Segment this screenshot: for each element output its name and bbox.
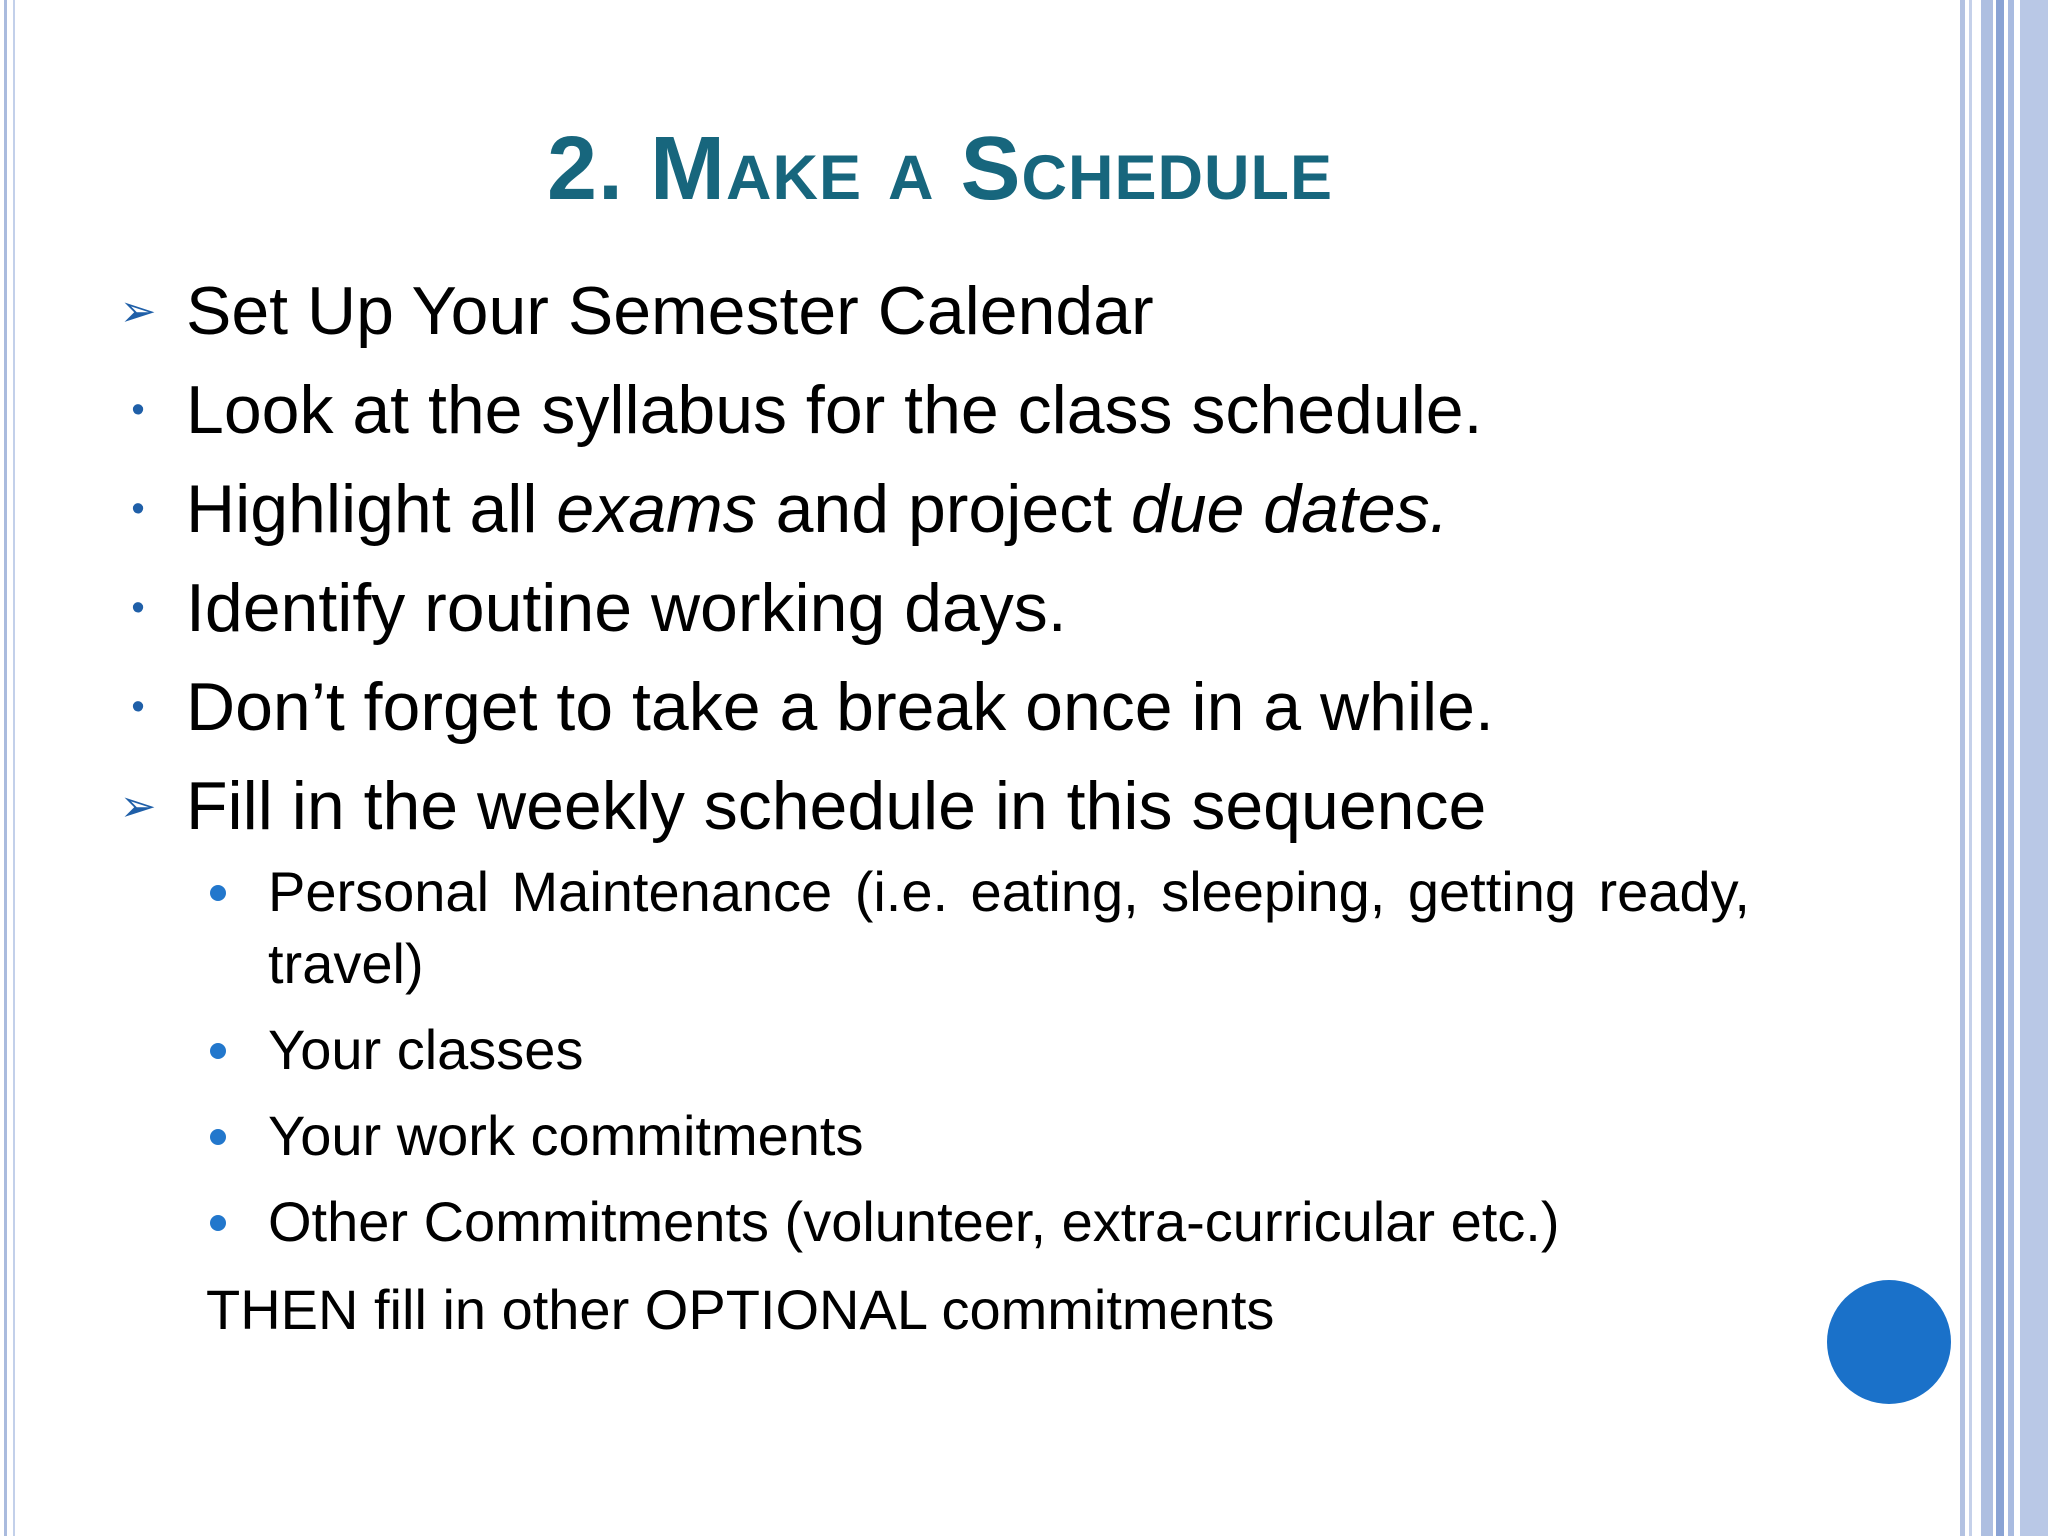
right-border-stripe (2008, 0, 2014, 1536)
sub-bullet-item (200, 1100, 1760, 1172)
dot-bullet-icon (210, 1215, 226, 1231)
bullet-text: Identify routine working days. (186, 570, 1067, 646)
sub-bullet-item (200, 1014, 1760, 1086)
sub-bullet-item (200, 1186, 1760, 1258)
sub-bullet-text: Personal Maintenance (i.e. eating, sleeping, getting ready, travel) (268, 860, 1750, 995)
bullet-text-part: and project (756, 471, 1131, 547)
dot-bullet-icon: • (131, 488, 145, 530)
circle-decoration (1827, 1280, 1951, 1404)
bullet-item (118, 361, 1838, 460)
right-border-stripe (2020, 0, 2048, 1536)
sub-bullet-list (200, 856, 1760, 1272)
right-border-stripe (1981, 0, 1993, 1536)
bullet-item (118, 460, 1838, 559)
bullet-text: Don’t forget to take a break once in a while. (186, 669, 1494, 745)
bullet-text: Look at the syllabus for the class schedule. (186, 372, 1483, 448)
dot-bullet-icon: • (131, 587, 145, 629)
right-border-stripe (1960, 0, 1965, 1536)
left-border-line-inner (13, 0, 15, 1536)
bullet-text: Set Up Your Semester Calendar (186, 273, 1154, 349)
bullet-list (118, 262, 1838, 856)
dot-bullet-icon: • (131, 686, 145, 728)
sub-bullet-text: Your classes (268, 1018, 584, 1081)
slide-title: 2. Make a Schedule (546, 119, 1334, 219)
bullet-item (118, 757, 1838, 856)
bullet-text: Fill in the weekly schedule in this sequence (186, 768, 1487, 844)
bullet-text-emphasis: exams (556, 471, 757, 547)
right-border-stripe (1996, 0, 2004, 1536)
sub-bullet-text: Other Commitments (volunteer, extra-curricular etc.) (268, 1190, 1560, 1253)
arrow-bullet-icon: ➢ (119, 782, 157, 831)
closing-note: THEN fill in other OPTIONAL commitments (206, 1278, 1275, 1341)
bullet-item (118, 658, 1838, 757)
dot-bullet-icon (210, 1043, 226, 1059)
right-border-stripe (1969, 0, 1972, 1536)
bullet-item (118, 262, 1838, 361)
arrow-bullet-icon: ➢ (119, 287, 157, 336)
bullet-text-part: Highlight all (186, 471, 557, 547)
dot-bullet-icon (210, 885, 226, 901)
bullet-text-emphasis: due dates. (1130, 471, 1449, 547)
sub-bullet-item (200, 856, 1750, 1000)
left-border-line (4, 0, 7, 1536)
dot-bullet-icon: • (131, 389, 145, 431)
sub-bullet-text: Your work commitments (268, 1104, 864, 1167)
bullet-item (118, 559, 1838, 658)
dot-bullet-icon (210, 1129, 226, 1145)
